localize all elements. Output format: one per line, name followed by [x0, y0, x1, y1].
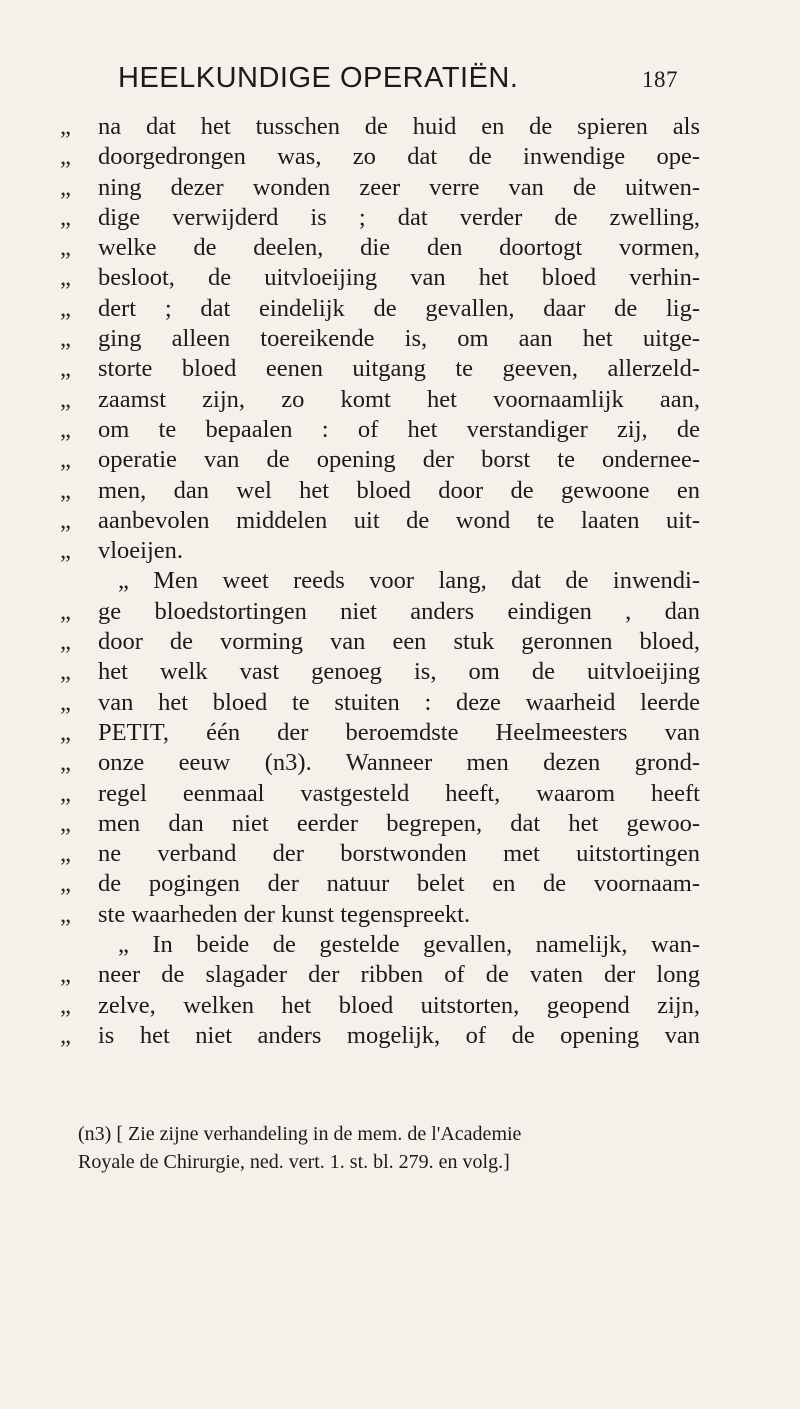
- quote-mark: „: [60, 173, 71, 201]
- text-line: [60, 233, 700, 263]
- text-line: [60, 688, 700, 718]
- text-line: [60, 354, 700, 384]
- text-line: [60, 748, 700, 778]
- line-text: besloot, de uitvloeijing van het bloed verhin-: [98, 264, 700, 292]
- footnote-line-2: Royale de Chirurgie, ned. vert. 1. st. bl. 279. en volg.]: [78, 1151, 510, 1173]
- text-line: [60, 506, 700, 536]
- quote-mark: „: [60, 234, 71, 262]
- line-text: ging alleen toereikende is, om aan het uitge-: [98, 325, 700, 353]
- quote-mark: „: [60, 900, 71, 928]
- page-number: 187: [642, 67, 678, 92]
- text-line: [60, 930, 700, 960]
- quote-mark: „: [60, 749, 71, 777]
- text-line: [60, 385, 700, 415]
- footnote: [78, 1120, 718, 1176]
- quote-mark: „: [60, 658, 71, 686]
- quote-mark: „: [60, 325, 71, 353]
- quote-mark: „: [60, 264, 71, 292]
- text-line: [60, 960, 700, 990]
- line-text: dige verwijderd is ; dat verder de zwelling,: [98, 203, 700, 231]
- text-line: [60, 597, 700, 627]
- text-line: [60, 779, 700, 809]
- text-line: [60, 173, 700, 203]
- text-line: [60, 657, 700, 687]
- line-text: „ Men weet reeds voor lang, dat de inwendi-: [118, 567, 700, 595]
- body-text: [60, 112, 700, 1051]
- text-line: [60, 839, 700, 869]
- quote-mark: „: [60, 628, 71, 656]
- quote-mark: „: [60, 143, 71, 171]
- line-text: ne verband der borstwonden met uitstortingen: [98, 840, 700, 868]
- quote-mark: „: [60, 203, 71, 231]
- quote-mark: „: [60, 597, 71, 625]
- quote-mark: „: [60, 961, 71, 989]
- quote-mark: „: [60, 870, 71, 898]
- line-text: van het bloed te stuiten : deze waarheid leerde: [98, 688, 700, 716]
- line-text: men dan niet eerder begrepen, dat het gewoo-: [98, 809, 700, 837]
- quote-mark: „: [60, 1021, 71, 1049]
- line-text: ste waarheden der kunst tegenspreekt.: [98, 900, 471, 928]
- quote-mark: „: [60, 537, 71, 565]
- line-text: zaamst zijn, zo komt het voornaamlijk aan,: [98, 385, 700, 413]
- quote-mark: [60, 566, 98, 596]
- line-text: zelve, welken het bloed uitstorten, geopend zijn,: [98, 991, 700, 1019]
- text-line: [60, 536, 700, 566]
- text-line: [60, 1021, 700, 1051]
- line-text: „ In beide de gestelde gevallen, namelijk, wan-: [118, 931, 700, 959]
- line-text: neer de slagader der ribben of de vaten der long: [98, 961, 700, 989]
- text-line: [60, 112, 700, 142]
- text-line: [60, 445, 700, 475]
- line-text: operatie van de opening der borst te ondernee-: [98, 446, 700, 474]
- line-text: is het niet anders mogelijk, of de opening van: [98, 1021, 700, 1049]
- text-line: [60, 869, 700, 899]
- line-text: welke de deelen, die den doortogt vormen,: [98, 234, 700, 262]
- quote-mark: „: [60, 476, 71, 504]
- line-text: ge bloedstortingen niet anders eindigen , dan: [98, 597, 700, 625]
- line-text: regel eenmaal vastgesteld heeft, waarom heeft: [98, 779, 700, 807]
- running-header: [118, 62, 678, 95]
- line-text: de pogingen der natuur belet en de voornaam-: [98, 870, 700, 898]
- line-text: na dat het tusschen de huid en de spieren als: [98, 113, 700, 140]
- quote-mark: „: [60, 113, 71, 140]
- text-line: [60, 203, 700, 233]
- text-line: [60, 142, 700, 172]
- quote-mark: „: [60, 506, 71, 534]
- page-title: HEELKUNDIGE OPERATIËN.: [118, 62, 519, 94]
- text-line: [60, 324, 700, 354]
- line-text: het welk vast genoeg is, om de uitvloeijing: [98, 658, 700, 686]
- quote-mark: „: [60, 718, 71, 746]
- quote-mark: „: [60, 688, 71, 716]
- quote-mark: „: [60, 809, 71, 837]
- line-text: men, dan wel het bloed door de gewoone en: [98, 476, 700, 504]
- quote-mark: „: [60, 779, 71, 807]
- quote-mark: „: [60, 385, 71, 413]
- text-line: [60, 718, 700, 748]
- text-line: [60, 476, 700, 506]
- quote-mark: „: [60, 355, 71, 383]
- text-line: [60, 415, 700, 445]
- text-line: [60, 566, 700, 596]
- quote-mark: „: [60, 294, 71, 322]
- line-text: storte bloed eenen uitgang te geeven, allerzeld-: [98, 355, 700, 383]
- line-text: aanbevolen middelen uit de wond te laaten uit-: [98, 506, 700, 534]
- line-text: om te bepaalen : of het verstandiger zij, de: [98, 415, 700, 443]
- line-text: vloeijen.: [98, 537, 184, 565]
- line-text: doorgedrongen was, zo dat de inwendige ope-: [98, 143, 700, 171]
- text-line: [60, 627, 700, 657]
- text-line: [60, 809, 700, 839]
- line-text: onze eeuw (n3). Wanneer men dezen grond-: [98, 749, 700, 777]
- text-line: [60, 263, 700, 293]
- line-text: door de vorming van een stuk geronnen bloed,: [98, 628, 700, 656]
- quote-mark: „: [60, 991, 71, 1019]
- quote-mark: „: [60, 415, 71, 443]
- line-text: PETIT, één der beroemdste Heelmeesters van: [98, 718, 700, 746]
- quote-mark: [60, 930, 98, 960]
- line-text: dert ; dat eindelijk de gevallen, daar de lig-: [98, 294, 700, 322]
- text-line: [60, 294, 700, 324]
- quote-mark: „: [60, 840, 71, 868]
- text-line: [60, 900, 700, 930]
- footnote-line-1: (n3) [ Zie zijne verhandeling in de mem. de l'Academie: [78, 1123, 522, 1145]
- line-text: ning dezer wonden zeer verre van de uitwen-: [98, 173, 700, 201]
- quote-mark: „: [60, 446, 71, 474]
- text-line: [60, 991, 700, 1021]
